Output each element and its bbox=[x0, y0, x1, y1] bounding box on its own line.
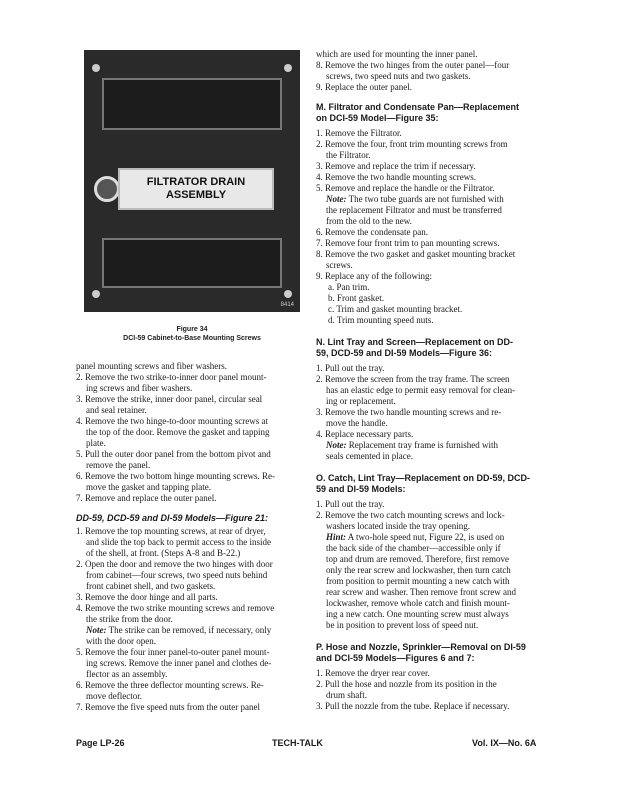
text-line: 9. Replace the outer panel. bbox=[316, 82, 412, 92]
text-line: from the old to the new. bbox=[326, 216, 412, 226]
text-line: 2. Remove the two strike-to-inner door panel mount- bbox=[76, 372, 267, 382]
section-o-heading-line-2: 59 and DI-59 Models: bbox=[316, 484, 406, 494]
note-text: The strike can be removed, if necessary, only bbox=[106, 625, 272, 635]
text-line: the top of the door. Remove the gasket and tapping bbox=[86, 427, 270, 437]
text-line: c. Trim and gasket mounting bracket. bbox=[328, 304, 463, 314]
section-m-heading-line-2: on DCI-59 Model—Figure 35: bbox=[316, 113, 439, 123]
text-line: 6. Remove the two bottom hinge mounting screws. Re- bbox=[76, 471, 275, 481]
text-line: 3. Remove and replace the trim if necessary. bbox=[316, 161, 476, 171]
placard-line-1: FILTRATOR DRAIN bbox=[146, 176, 246, 188]
section-n-heading-line-1: N. Lint Tray and Screen—Replacement on DD- bbox=[316, 337, 514, 347]
text-line: screws. bbox=[326, 260, 353, 270]
text-line: 3. Remove the door hinge and all parts. bbox=[76, 592, 218, 602]
section-m-text bbox=[316, 128, 544, 326]
text-line: 7. Remove and replace the outer panel. bbox=[76, 493, 217, 503]
text-line: 2. Pull the hose and nozzle from its position in the bbox=[316, 679, 497, 689]
text-line: 6. Remove the condensate pan. bbox=[316, 227, 428, 237]
figure-caption-number: Figure 34 bbox=[176, 326, 208, 333]
note-label: Note: bbox=[326, 194, 347, 204]
right-intro-block bbox=[316, 49, 544, 93]
text-line: ing a new catch. One mounting screw must always bbox=[326, 609, 509, 619]
note-label: Note: bbox=[326, 440, 347, 450]
footer-page-number: Page LP-26 bbox=[76, 738, 125, 748]
footer-publication: TECH-TALK bbox=[272, 738, 323, 748]
text-line: only the rear screw and lockwasher, then turn catch bbox=[326, 565, 511, 575]
section-p-heading-line-2: and DCI-59 Models—Figures 6 and 7: bbox=[316, 653, 475, 663]
section-p-text bbox=[316, 668, 544, 712]
note-text: Replacement tray frame is furnished with bbox=[346, 440, 498, 450]
text-line bbox=[316, 194, 544, 205]
text-line: plate. bbox=[86, 438, 106, 448]
text-line: 2. Open the door and remove the two hinges with door bbox=[76, 559, 273, 569]
text-line: 3. Pull the nozzle from the tube. Replace if necessary. bbox=[316, 701, 510, 711]
text-line: 1. Remove the top mounting screws, at rear of dryer, bbox=[76, 526, 266, 536]
text-line: 8. Remove the two gasket and gasket mounting bracket bbox=[316, 249, 516, 259]
text-line: 2. Remove the four, front trim mounting screws from bbox=[316, 139, 508, 149]
text-line: 7. Remove the five speed nuts from the outer panel bbox=[76, 702, 260, 712]
text-line: 3. Remove the two handle mounting screws and re- bbox=[316, 407, 502, 417]
figure-code: 8414 bbox=[280, 302, 294, 308]
figure-caption-text: DCI-59 Cabinet-to-Base Mounting Screws bbox=[123, 335, 261, 342]
text-line: 4. Remove the two strike mounting screws and remove bbox=[76, 603, 275, 613]
text-line: 2. Remove the screen from the tray frame. The screen bbox=[316, 374, 510, 384]
text-line bbox=[76, 625, 304, 636]
text-line: be in position to prevent loss of speed nut. bbox=[326, 620, 479, 630]
text-line: remove the panel. bbox=[86, 460, 151, 470]
text-line: has an elastic edge to permit easy removal for clean- bbox=[326, 385, 516, 395]
text-line: and seal retainer. bbox=[86, 405, 147, 415]
left-section-heading: DD-59, DCD-59 and DI-59 Models—Figure 21: bbox=[76, 513, 269, 523]
drain-knob bbox=[94, 176, 120, 202]
placard-line-2: ASSEMBLY bbox=[165, 189, 227, 201]
text-line: move the handle. bbox=[326, 418, 388, 428]
text-line: 9. Replace any of the following: bbox=[316, 271, 432, 281]
text-line: front cabinet shell, and two gaskets. bbox=[86, 581, 216, 591]
text-line: flector as an assembly. bbox=[86, 669, 168, 679]
section-n-text bbox=[316, 363, 544, 462]
text-line: drum shaft. bbox=[326, 690, 367, 700]
figure-photo bbox=[84, 50, 300, 312]
cabinet-top-panel bbox=[102, 78, 282, 130]
text-line: 1. Remove the Filtrator. bbox=[316, 128, 402, 138]
text-line: and slide the top back to permit access to the inside bbox=[86, 537, 271, 547]
text-line: top and drum are removed. Therefore, first remove bbox=[326, 554, 510, 564]
text-line: the Filtrator. bbox=[326, 150, 371, 160]
footer-volume: Vol. IX—No. 6A bbox=[472, 738, 537, 748]
text-line: the strike from the door. bbox=[86, 614, 173, 624]
text-line: b. Front gasket. bbox=[328, 293, 384, 303]
text-line: 5. Remove and replace the handle or the Filtrator. bbox=[316, 183, 495, 193]
note-label: Hint: bbox=[326, 532, 347, 542]
left-text-block bbox=[76, 361, 304, 504]
text-line: 5. Remove the four inner panel-to-outer panel mount- bbox=[76, 647, 270, 657]
text-line: with the door open. bbox=[86, 636, 156, 646]
text-line: from cabinet—four screws, two speed nuts behind bbox=[86, 570, 268, 580]
text-line: ing or replacement. bbox=[326, 396, 396, 406]
left-text-block-2 bbox=[76, 526, 304, 713]
text-line: the back side of the chamber—accessible only if bbox=[326, 543, 501, 553]
text-line: panel mounting screws and fiber washers. bbox=[76, 361, 227, 371]
text-line: 6. Remove the three deflector mounting screws. Re- bbox=[76, 680, 264, 690]
text-line: 4. Remove the two hinge-to-door mounting screws at bbox=[76, 416, 268, 426]
text-line bbox=[316, 440, 544, 451]
text-line: washers located inside the tray opening. bbox=[326, 521, 470, 531]
screw-top-right bbox=[284, 64, 292, 72]
section-m-heading-line-1: M. Filtrator and Condensate Pan—Replacement bbox=[316, 102, 520, 112]
text-line: ing screws and fiber washers. bbox=[86, 383, 193, 393]
section-p-heading bbox=[316, 642, 544, 664]
section-o-heading bbox=[316, 473, 544, 495]
text-line: the replacement Filtrator and must be transferred bbox=[326, 205, 502, 215]
text-line: which are used for mounting the inner panel. bbox=[316, 49, 478, 59]
text-line: from position to permit mounting a new catch with bbox=[326, 576, 510, 586]
note-label: Note: bbox=[86, 625, 107, 635]
section-n-heading-line-2: 59, DCD-59 and DI-59 Models—Figure 36: bbox=[316, 348, 493, 358]
section-n-heading bbox=[316, 337, 544, 359]
text-line: move deflector. bbox=[86, 691, 142, 701]
text-line: 2. Remove the two catch mounting screws and lock- bbox=[316, 510, 505, 520]
text-line: 8. Remove the two hinges from the outer panel—four bbox=[316, 60, 510, 70]
section-m-heading bbox=[316, 102, 544, 124]
text-line: 1. Remove the dryer rear cover. bbox=[316, 668, 430, 678]
note-text: A two-hole speed nut, Figure 22, is used on bbox=[346, 532, 505, 542]
text-line: of the shell, at front. (Steps A-8 and B-22.) bbox=[86, 548, 241, 558]
section-o-heading-line-1: O. Catch, Lint Tray—Replacement on DD-59, DCD- bbox=[316, 473, 531, 483]
left-column bbox=[76, 361, 304, 713]
text-line bbox=[316, 532, 544, 543]
text-line: 3. Remove the strike, inner door panel, circular seal bbox=[76, 394, 263, 404]
section-p-heading-line-1: P. Hose and Nozzle, Sprinkler—Removal on DI-59 bbox=[316, 642, 526, 652]
text-line: rear screw and washer. Then remove front screw and bbox=[326, 587, 517, 597]
filtrator-placard bbox=[118, 168, 274, 210]
text-line: 5. Pull the outer door panel from the bottom pivot and bbox=[76, 449, 271, 459]
screw-top-left bbox=[92, 64, 100, 72]
text-line: lockwasher, remove whole catch and finish mount- bbox=[326, 598, 510, 608]
text-line: 1. Pull out the tray. bbox=[316, 499, 385, 509]
text-line: 4. Replace necessary parts. bbox=[316, 429, 414, 439]
text-line: seals cemented in place. bbox=[326, 451, 413, 461]
cabinet-bottom-panel bbox=[102, 238, 282, 288]
screw-bottom-right bbox=[284, 290, 292, 298]
text-line: 7. Remove four front trim to pan mounting screws. bbox=[316, 238, 500, 248]
text-line: screws, two speed nuts and two gaskets. bbox=[326, 71, 471, 81]
text-line: a. Pan trim. bbox=[328, 282, 370, 292]
text-line: d. Trim mounting speed nuts. bbox=[328, 315, 434, 325]
text-line: 4. Remove the two handle mounting screws. bbox=[316, 172, 476, 182]
note-text: The two tube guards are not furnished with bbox=[346, 194, 504, 204]
text-line: ing screws. Remove the inner panel and clothes de- bbox=[86, 658, 272, 668]
text-line: move the gasket and tapping plate. bbox=[86, 482, 211, 492]
text-line: 1. Pull out the tray. bbox=[316, 363, 385, 373]
screw-bottom-left bbox=[92, 290, 100, 298]
right-column bbox=[316, 49, 544, 712]
section-o-text bbox=[316, 499, 544, 631]
